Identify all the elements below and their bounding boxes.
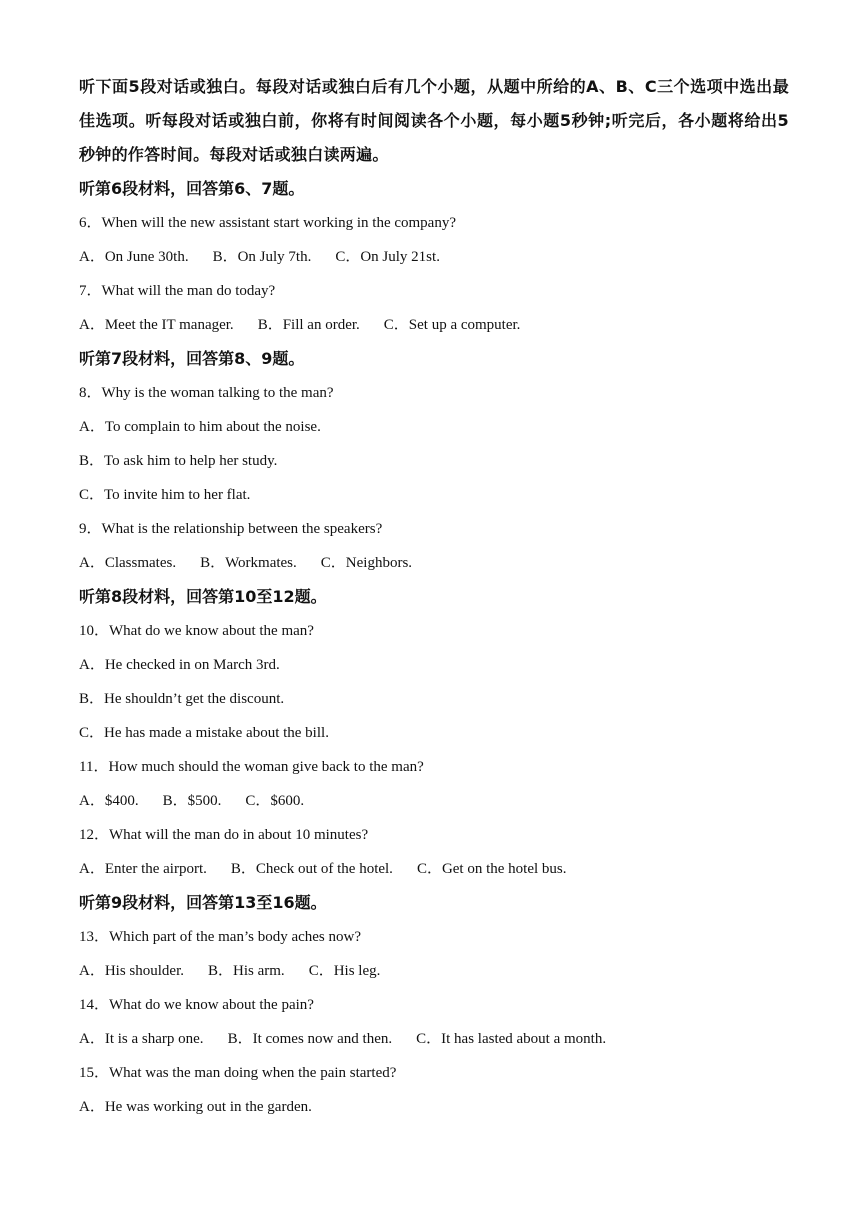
question-text: 8．Why is the woman talking to the man? bbox=[79, 385, 334, 401]
question-text: 14．What do we know about the pain? bbox=[79, 997, 314, 1013]
answer-option: B．$500. bbox=[162, 793, 222, 809]
answer-option: C．Neighbors. bbox=[320, 555, 413, 571]
question-text: 11．How much should the woman give back to the man? bbox=[79, 759, 424, 775]
answer-option: B．It comes now and then. bbox=[227, 1031, 393, 1047]
answer-option: B．Fill an order. bbox=[257, 317, 360, 333]
answer-option: C．Set up a computer. bbox=[383, 317, 521, 333]
options-row bbox=[79, 546, 789, 580]
listening-instructions: 听下面5段对话或独白。每段对话或独白后有几个小题，从题中所给的A、B、C三个选项中选出最佳选项。听每段对话或独白前，你将有时间阅读各个小题，每小题5秒钟;听完后，各小题将给出5秒钟的作答时间。每段对话或独白读两遍。 bbox=[79, 77, 789, 164]
options-row bbox=[79, 852, 789, 886]
answer-option: C．$600. bbox=[245, 793, 305, 809]
document-page bbox=[79, 70, 789, 1124]
answer-option: B．He shouldn’t get the discount. bbox=[79, 691, 285, 707]
answer-option: A．Meet the IT manager. bbox=[79, 317, 234, 333]
options-row bbox=[79, 784, 789, 818]
answer-option: A．$400. bbox=[79, 793, 139, 809]
options-row bbox=[79, 308, 789, 342]
answer-option: C．It has lasted about a month. bbox=[416, 1031, 607, 1047]
answer-option: A．Enter the airport. bbox=[79, 861, 207, 877]
question-text: 10．What do we know about the man? bbox=[79, 623, 314, 639]
answer-option: C．On July 21st. bbox=[335, 249, 440, 265]
answer-option: B．To ask him to help her study. bbox=[79, 453, 278, 469]
question-text: 12．What will the man do in about 10 minutes? bbox=[79, 827, 369, 843]
answer-option: A．To complain to him about the noise. bbox=[79, 419, 321, 435]
question-text: 13．Which part of the man’s body aches now? bbox=[79, 929, 362, 945]
answer-option: A．He checked in on March 3rd. bbox=[79, 657, 280, 673]
question-sections bbox=[79, 172, 789, 1124]
answer-option: A．It is a sharp one. bbox=[79, 1031, 204, 1047]
options-row bbox=[79, 240, 789, 274]
section-heading: 听第7段材料，回答第8、9题。 bbox=[79, 349, 305, 368]
answer-option: C．His leg. bbox=[308, 963, 381, 979]
section-heading: 听第8段材料，回答第10至12题。 bbox=[79, 587, 327, 606]
answer-option: A．On June 30th. bbox=[79, 249, 189, 265]
question-text: 6．When will the new assistant start working in the company? bbox=[79, 215, 456, 231]
answer-option: C．To invite him to her flat. bbox=[79, 487, 251, 503]
answer-option: B．Workmates. bbox=[200, 555, 297, 571]
section-heading: 听第6段材料，回答第6、7题。 bbox=[79, 179, 305, 198]
answer-option: A．He was working out in the garden. bbox=[79, 1099, 312, 1115]
answer-option: B．On July 7th. bbox=[212, 249, 312, 265]
options-row bbox=[79, 954, 789, 988]
options-row bbox=[79, 1022, 789, 1056]
section-heading: 听第9段材料，回答第13至16题。 bbox=[79, 893, 327, 912]
answer-option: A．His shoulder. bbox=[79, 963, 185, 979]
question-text: 9．What is the relationship between the speakers? bbox=[79, 521, 383, 537]
question-text: 15．What was the man doing when the pain started? bbox=[79, 1065, 397, 1081]
answer-option: C．Get on the hotel bus. bbox=[416, 861, 567, 877]
answer-option: B．His arm. bbox=[208, 963, 285, 979]
answer-option: B．Check out of the hotel. bbox=[230, 861, 393, 877]
question-text: 7．What will the man do today? bbox=[79, 283, 276, 299]
answer-option: A．Classmates. bbox=[79, 555, 177, 571]
answer-option: C．He has made a mistake about the bill. bbox=[79, 725, 329, 741]
